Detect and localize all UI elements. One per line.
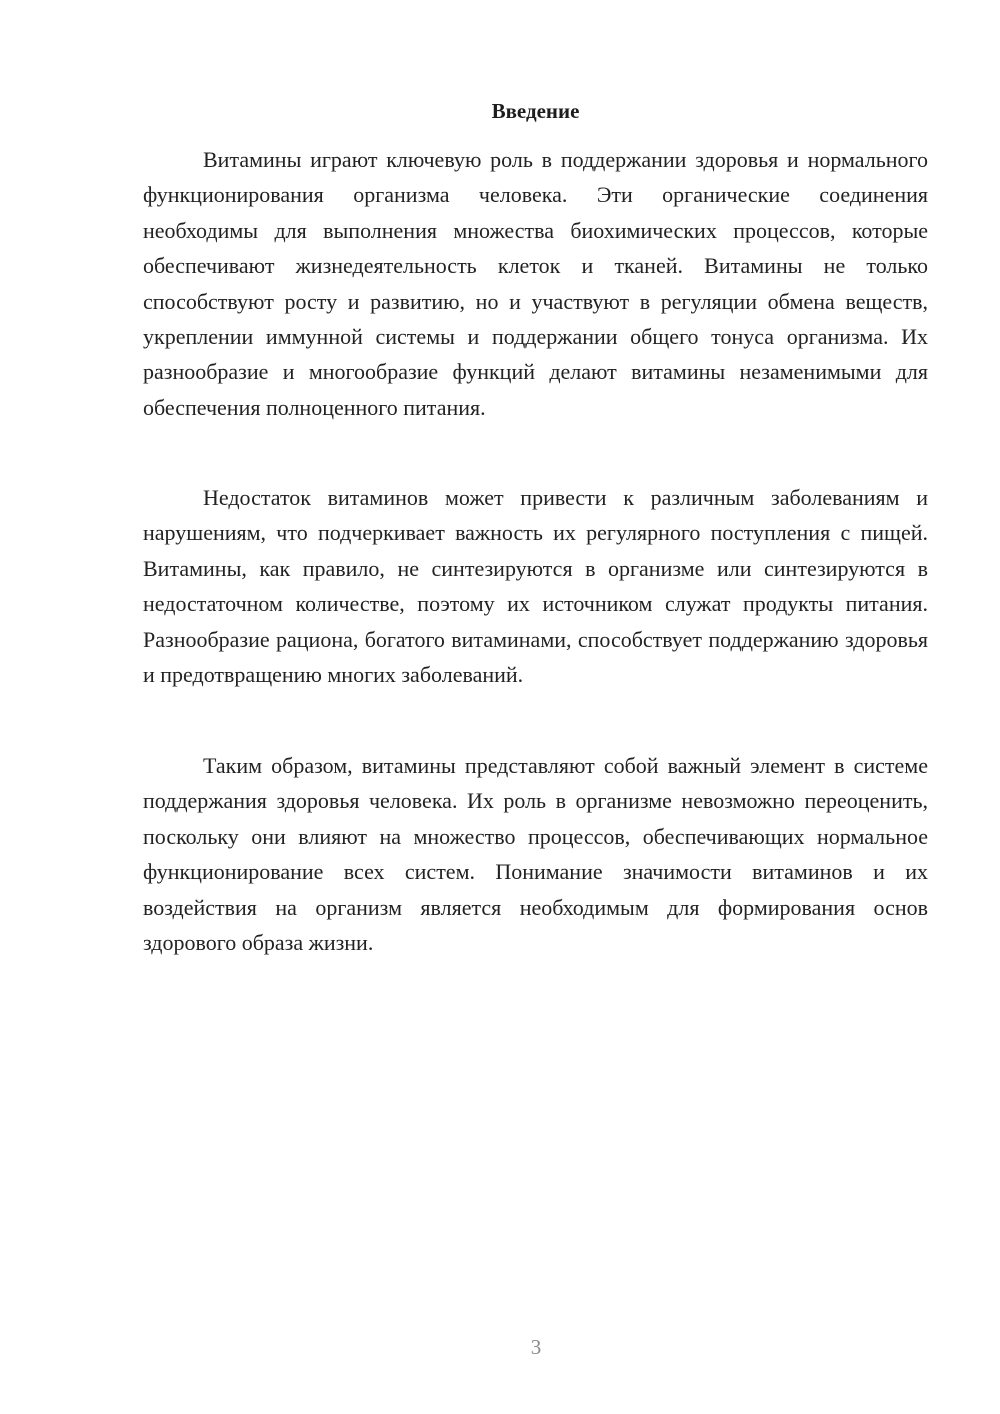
section-heading: Введение [491, 99, 580, 123]
paragraph-conclusion: Таким образом, витамины представляют собой важный элемент в системе поддержания здоровья человека. Их роль в организме невозможно переоценить, поскольку они влияют на множество процессов, обеспечивающих нормальное функционирование всех систем. Понимание значимости витаминов и их воздействия на организм является необходимым для формирования основ здорового образа жизни. [143, 753, 928, 956]
paragraph-deficiency: Недостаток витаминов может привести к различным заболеваниям и нарушениям, что подчеркивает важность их регулярного поступления с пищей. Витамины, как правило, не синтезируются в организме или синтезируются в недостаточном количестве, поэтому их источником служат продукты питания. Разнообразие рациона, богатого витаминами, способствует поддержанию здоровья и предотвращению многих заболеваний. [143, 485, 928, 688]
page-number: 3 [530, 1335, 542, 1359]
paragraph-intro: Витамины играют ключевую роль в поддержании здоровья и нормального функционирования организма человека. Эти органические соединения необходимы для выполнения множества биохимических процессов, которые обеспечивают жизнедеятельность клеток и тканей. Витамины не только способствуют росту и развитию, но и участвуют в регуляции обмена веществ, укреплении иммунной системы и поддержании общего тонуса организма. Их разнообразие и многообразие функций делают витамины незаменимыми для обеспечения полноценного питания. [143, 147, 928, 420]
